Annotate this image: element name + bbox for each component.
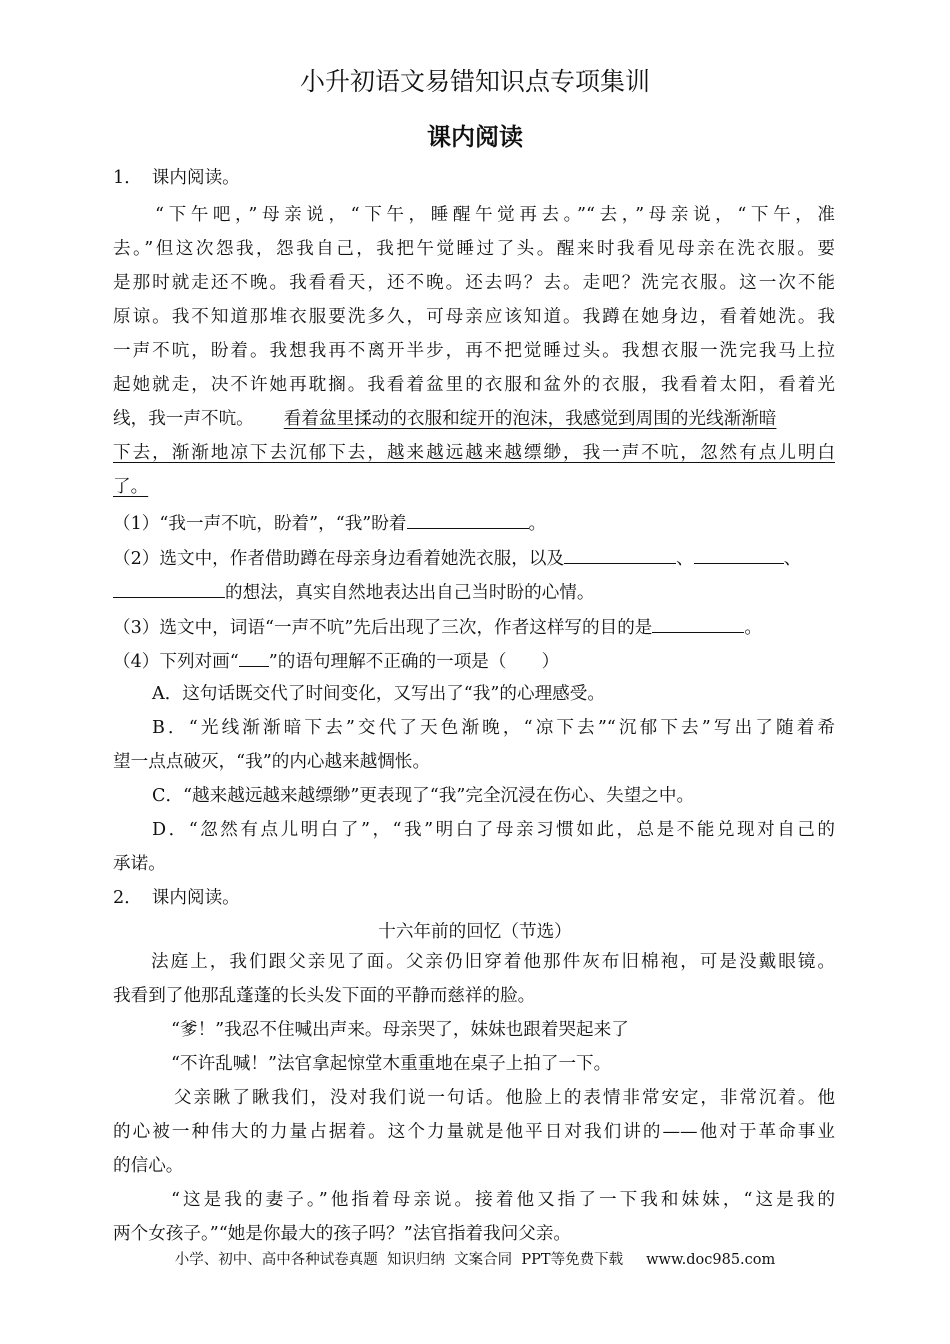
option-a[interactable]: A．这句话既交代了时间变化，又写出了“我”的心理感受。 <box>152 684 605 704</box>
sub-question-4: （4）下列对画“ ”的语句理解不正确的一项是（ ） <box>113 648 559 674</box>
passage-line: 父亲瞅了瞅我们，没对我们说一句话。他脸上的表情非常安定，非常沉着。他 <box>172 1088 835 1108</box>
question-label: 课内阅读。 <box>151 888 240 908</box>
document-title: 小升初语文易错知识点专项集训 <box>299 67 650 96</box>
passage-line: 一声不吭，盼着。我想我再不离开半步，再不把觉睡过头。我想衣服一洗完我马上拉 <box>113 341 835 361</box>
passage-line: 两个女孩子。”“她是你最大的孩子吗？”法官指着我问父亲。 <box>113 1224 572 1244</box>
answer-blank[interactable] <box>694 545 784 564</box>
passage-line: 去。”但这次怨我，怨我自己，我把午觉睡过了头。醒来时我看见母亲在洗衣服。要 <box>113 239 835 259</box>
option-d[interactable]: D．“忽然有点儿明白了”，“我”明白了母亲习惯如此，总是不能兑现对自己的 <box>152 820 835 840</box>
option-b[interactable]: B．“光线渐渐暗下去”交代了天色渐晚，“凉下去”“沉郁下去”写出了随着希 <box>152 718 835 738</box>
passage-line: 起她就走，决不许她再耽搁。我看着盆里的衣服和盆外的衣服，我看着太阳，看着光 <box>113 375 835 395</box>
passage-line: 的信心。 <box>113 1156 184 1176</box>
passage-line: 的心被一种伟大的力量占据着。这个力量就是他平日对我们讲的——他对于革命事业 <box>113 1122 835 1142</box>
passage-line: 法庭上，我们跟父亲见了面。父亲仍旧穿着他那件灰布旧棉袍，可是没戴眼镜。 <box>149 952 835 972</box>
question-number: 1． <box>113 168 142 188</box>
option-c[interactable]: C．“越来越远越来越缥缈”更表现了“我”完全沉浸在伤心、失望之中。 <box>152 786 695 806</box>
answer-blank[interactable] <box>564 545 676 564</box>
passage-line: “爹！”我忍不住喊出声来。母亲哭了，妹妹也跟着哭起来了 <box>171 1020 629 1040</box>
answer-blank[interactable] <box>652 614 744 633</box>
sub-question-1: （1）“我一声不吭，盼着”，“我”盼着 。 <box>113 510 546 536</box>
question-label: 课内阅读。 <box>151 168 240 188</box>
question-number: 2． <box>113 888 142 908</box>
option-b-cont: 望一点点破灭，“我”的内心越来越惆怅。 <box>113 752 431 772</box>
answer-blank[interactable] <box>407 510 529 529</box>
underlined-sentence: 看着盆里揉动的衣服和绽开的泡沫，我感觉到周围的光线渐渐暗 <box>283 409 777 429</box>
sub-question-2-cont: 的想法，真实自然地表达出自己当时盼的心情。 <box>113 579 594 605</box>
underline-marker <box>239 648 269 667</box>
passage-line: 我看到了他那乱蓬蓬的长头发下面的平静而慈祥的脸。 <box>113 986 536 1006</box>
passage-line: 原谅。我不知道那堆衣服要洗多久，可母亲应该知道。我蹲在她身边，看着她洗。我 <box>113 307 835 327</box>
question-2-heading <box>113 886 240 910</box>
passage-line: 是那时就走还不晚。我看看天，还不晚。还去吗？去。走吧？洗完衣服。这一次不能 <box>113 273 835 293</box>
passage-line: “下午吧，”母亲说，“下午，睡醒午觉再去。”“去，”母亲说，“下午，准 <box>155 205 835 225</box>
passage-title: 十六年前的回忆（节选） <box>378 922 572 942</box>
page-footer: 小学、初中、高中各种试卷真题 知识归纳 文案合同 PPT等免费下载 www.doc985.com <box>174 1252 776 1268</box>
passage-line: 线，我一声不吭。 看着盆里揉动的衣服和绽开的泡沫，我感觉到周围的光线渐渐暗 <box>113 409 777 429</box>
answer-blank[interactable] <box>113 579 225 598</box>
document-subtitle: 课内阅读 <box>427 123 523 151</box>
underlined-sentence-line: 下去，渐渐地凉下去沉郁下去，越来越远越来越缥缈，我一声不吭，忽然有点儿明白 <box>113 443 835 463</box>
sub-question-3: （3）选文中，词语“一声不吭”先后出现了三次，作者这样写的目的是 。 <box>113 614 762 640</box>
sub-question-2: （2）选文中，作者借助蹲在母亲身边看着她洗衣服，以及 、 、 <box>113 545 801 571</box>
passage-line: “这是我的妻子。”他指着母亲说。接着他又指了一下我和妹妹，“这是我的 <box>171 1190 835 1210</box>
underlined-sentence-line: 了。 <box>113 477 149 497</box>
question-1-heading <box>113 166 240 190</box>
passage-line: “不许乱喊！”法官拿起惊堂木重重地在桌子上拍了一下。 <box>171 1054 612 1074</box>
option-d-cont: 承诺。 <box>113 854 166 874</box>
